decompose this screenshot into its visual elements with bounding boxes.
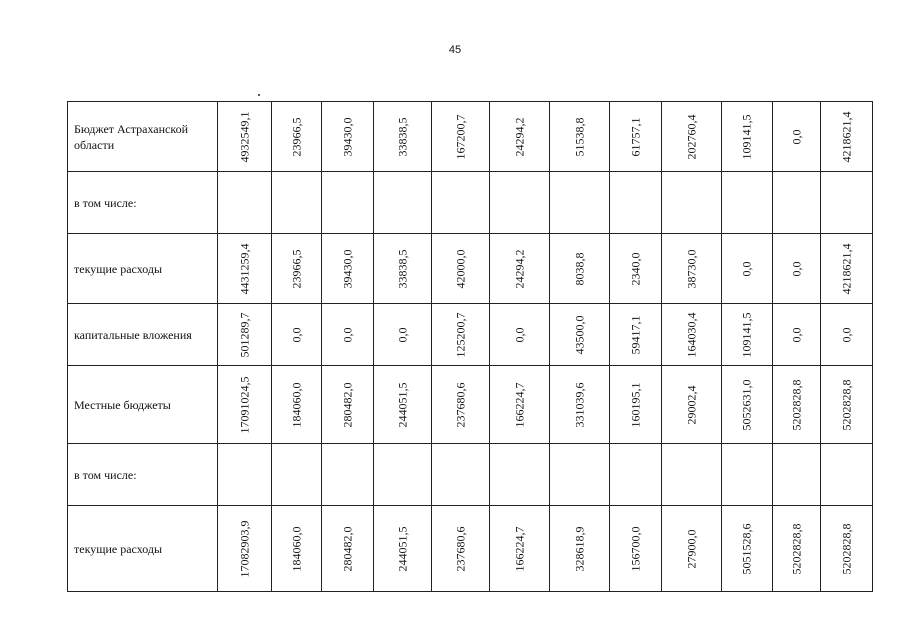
value-cell (550, 102, 610, 172)
cell-value: 39430,0 (340, 249, 354, 288)
row-label: в том числе: (74, 467, 137, 482)
cell-value: 33838,5 (395, 117, 409, 156)
value-cell (432, 234, 490, 304)
cell-value: 8038,8 (572, 252, 586, 285)
value-cell (821, 444, 873, 506)
cell-value: 184060,0 (289, 382, 303, 427)
table-row (68, 366, 873, 444)
page-number: 45 (448, 44, 462, 56)
value-cell (272, 506, 322, 592)
cell-value: 331039,6 (572, 382, 586, 427)
value-cell (374, 172, 432, 234)
value-cell (218, 234, 272, 304)
cell-value: 244051,5 (395, 382, 409, 427)
cell-value: 166224,7 (512, 526, 526, 571)
value-cell (218, 366, 272, 444)
value-cell (662, 366, 722, 444)
cell-value: 166224,7 (512, 382, 526, 427)
cell-value: 156700,0 (628, 526, 642, 571)
value-cell (773, 234, 821, 304)
cell-value: 38730,0 (684, 249, 698, 288)
value-cell (722, 172, 773, 234)
cell-value: 0,0 (340, 327, 354, 342)
row-label-cell (68, 444, 218, 506)
value-cell (722, 234, 773, 304)
value-cell (218, 444, 272, 506)
value-cell (550, 506, 610, 592)
table-row (68, 304, 873, 366)
cell-value: 0,0 (289, 327, 303, 342)
value-cell (490, 304, 550, 366)
value-cell (218, 102, 272, 172)
cell-value: 4218621,4 (839, 111, 853, 162)
value-cell (722, 444, 773, 506)
cell-value: 42000,0 (453, 249, 467, 288)
cell-value: 0,0 (789, 261, 803, 276)
value-cell (218, 304, 272, 366)
value-cell (374, 102, 432, 172)
value-cell (218, 506, 272, 592)
value-cell (550, 234, 610, 304)
cell-value: 23966,5 (289, 117, 303, 156)
table-row (68, 102, 873, 172)
value-cell (662, 304, 722, 366)
value-cell (374, 234, 432, 304)
cell-value: 43500,0 (572, 315, 586, 354)
value-cell (610, 506, 662, 592)
cell-value: 202760,4 (684, 114, 698, 159)
value-cell (610, 304, 662, 366)
value-cell (432, 172, 490, 234)
value-cell (662, 444, 722, 506)
value-cell (722, 102, 773, 172)
cell-value: 5202828,8 (839, 523, 853, 574)
value-cell (550, 366, 610, 444)
value-cell (322, 366, 374, 444)
value-cell (610, 102, 662, 172)
value-cell (610, 234, 662, 304)
value-cell (610, 366, 662, 444)
value-cell (773, 102, 821, 172)
cell-value: 29002,4 (684, 385, 698, 424)
row-label: капитальные вложения (74, 327, 192, 342)
cell-value: 24294,2 (512, 117, 526, 156)
value-cell (821, 102, 873, 172)
value-cell (773, 366, 821, 444)
cell-value: 5202828,8 (789, 379, 803, 430)
table-row (68, 506, 873, 592)
value-cell (490, 506, 550, 592)
value-cell (272, 304, 322, 366)
cell-value: 501289,7 (237, 312, 251, 357)
cell-value: 27900,0 (684, 529, 698, 568)
value-cell (374, 366, 432, 444)
value-cell (550, 172, 610, 234)
cell-value: 39430,0 (340, 117, 354, 156)
row-label-cell (68, 366, 218, 444)
row-label: в том числе: (74, 195, 137, 210)
value-cell (322, 506, 374, 592)
cell-value: 328618,9 (572, 526, 586, 571)
cell-value: 4431259,4 (237, 243, 251, 294)
row-label-cell (68, 172, 218, 234)
cell-value: 280482,0 (340, 382, 354, 427)
cell-value: 0,0 (739, 261, 754, 276)
value-cell (550, 444, 610, 506)
value-cell (322, 444, 374, 506)
row-label: Бюджет Астраханской области (74, 121, 189, 152)
table-row (68, 444, 873, 506)
cell-value: 125200,7 (453, 312, 467, 357)
budget-table (67, 101, 873, 592)
value-cell (272, 102, 322, 172)
cell-value: 0,0 (395, 327, 409, 342)
cell-value: 280482,0 (340, 526, 354, 571)
row-label: Местные бюджеты (74, 397, 171, 412)
value-cell (773, 506, 821, 592)
cell-value: 5202828,8 (789, 523, 803, 574)
cell-value: 23966,5 (289, 249, 303, 288)
value-cell (490, 172, 550, 234)
value-cell (432, 102, 490, 172)
value-cell (773, 172, 821, 234)
value-cell (821, 234, 873, 304)
value-cell (821, 304, 873, 366)
cell-value: 5202828,8 (839, 379, 853, 430)
cell-value: 160195,1 (628, 382, 642, 427)
cell-value: 109141,5 (739, 312, 754, 357)
value-cell (821, 506, 873, 592)
cell-value: 4932549,1 (237, 111, 251, 162)
cell-value: 167200,7 (453, 114, 467, 159)
value-cell (322, 234, 374, 304)
scan-artifact-dot (258, 94, 260, 96)
row-label-cell (68, 506, 218, 592)
value-cell (490, 444, 550, 506)
cell-value: 0,0 (789, 129, 803, 144)
value-cell (550, 304, 610, 366)
cell-value: 5052631,0 (739, 379, 754, 430)
value-cell (610, 172, 662, 234)
cell-value: 0,0 (789, 327, 803, 342)
value-cell (662, 102, 722, 172)
cell-value: 184060,0 (289, 526, 303, 571)
cell-value: 24294,2 (512, 249, 526, 288)
value-cell (374, 304, 432, 366)
cell-value: 0,0 (512, 327, 526, 342)
cell-value: 237680,6 (453, 526, 467, 571)
value-cell (490, 102, 550, 172)
value-cell (272, 444, 322, 506)
value-cell (272, 366, 322, 444)
value-cell (272, 172, 322, 234)
cell-value: 51538,8 (572, 117, 586, 156)
value-cell (432, 304, 490, 366)
cell-value: 17091024,5 (237, 376, 251, 433)
row-label-cell (68, 304, 218, 366)
cell-value: 164030,4 (684, 312, 698, 357)
cell-value: 5051528,6 (739, 523, 754, 574)
row-label: текущие расходы (74, 541, 163, 556)
value-cell (821, 366, 873, 444)
cell-value: 17082903,9 (237, 520, 251, 577)
value-cell (773, 304, 821, 366)
value-cell (432, 366, 490, 444)
value-cell (662, 506, 722, 592)
value-cell (490, 366, 550, 444)
value-cell (722, 304, 773, 366)
row-label: текущие расходы (74, 261, 163, 276)
table-row (68, 234, 873, 304)
value-cell (432, 506, 490, 592)
row-label-cell (68, 102, 218, 172)
value-cell (322, 172, 374, 234)
value-cell (322, 304, 374, 366)
row-label-cell (68, 234, 218, 304)
value-cell (722, 366, 773, 444)
value-cell (662, 234, 722, 304)
value-cell (432, 444, 490, 506)
value-cell (218, 172, 272, 234)
value-cell (374, 506, 432, 592)
value-cell (322, 102, 374, 172)
value-cell (374, 444, 432, 506)
value-cell (662, 172, 722, 234)
value-cell (490, 234, 550, 304)
value-cell (722, 506, 773, 592)
cell-value: 2340,0 (628, 252, 642, 285)
value-cell (610, 444, 662, 506)
cell-value: 59417,1 (628, 315, 642, 354)
cell-value: 61757,1 (628, 117, 642, 156)
value-cell (773, 444, 821, 506)
cell-value: 33838,5 (395, 249, 409, 288)
cell-value: 237680,6 (453, 382, 467, 427)
cell-value: 109141,5 (739, 114, 754, 159)
value-cell (272, 234, 322, 304)
value-cell (821, 172, 873, 234)
cell-value: 0,0 (839, 327, 853, 342)
cell-value: 4218621,4 (839, 243, 853, 294)
table-row (68, 172, 873, 234)
cell-value: 244051,5 (395, 526, 409, 571)
